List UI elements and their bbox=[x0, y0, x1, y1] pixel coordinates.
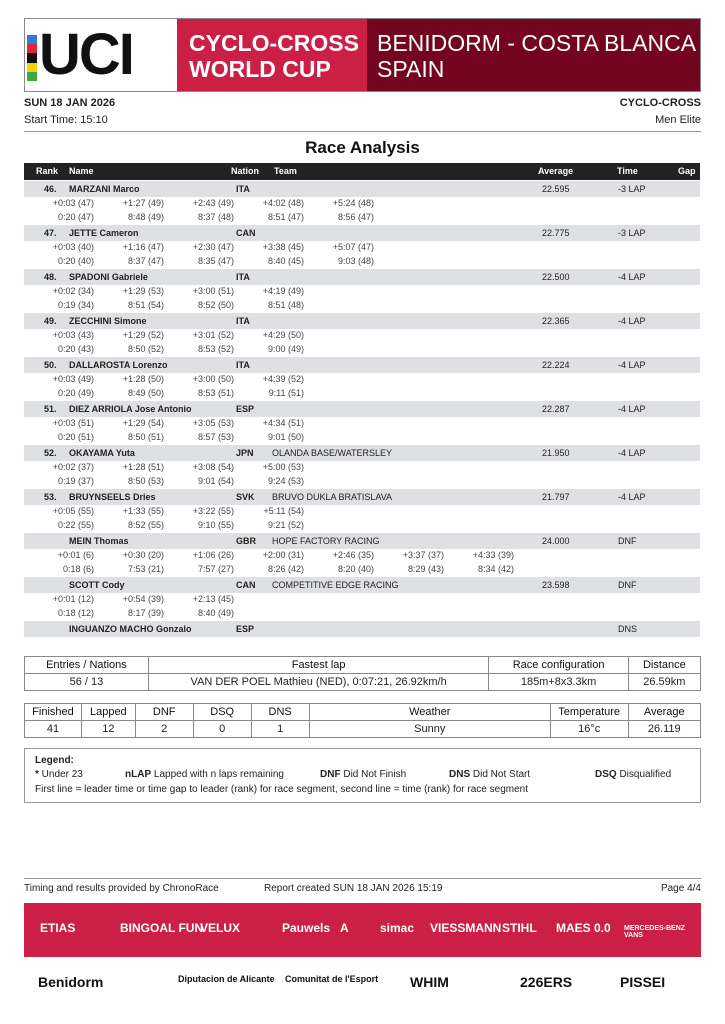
rider-team: HOPE FACTORY RACING bbox=[272, 536, 380, 546]
rider-rank: 46. bbox=[44, 184, 57, 194]
meta-row-1 bbox=[24, 97, 701, 109]
rider-time: DNS bbox=[618, 624, 638, 634]
summary1-header-cell: Entries / Nations bbox=[25, 657, 149, 674]
rider-rank: 49. bbox=[44, 316, 57, 326]
col-average: Average bbox=[538, 166, 574, 176]
summary-table-1 bbox=[24, 656, 701, 691]
segment-value: 8:52 (55) bbox=[127, 520, 164, 530]
rider-team: OLANDA BASE/WATERSLEY bbox=[272, 448, 393, 458]
segment-value: 0:20 (47) bbox=[57, 212, 94, 222]
summary1-value-cell: 56 / 13 bbox=[25, 674, 149, 691]
segment-value: +4:02 (48) bbox=[262, 198, 304, 208]
segment-value: +0:01 (6) bbox=[57, 550, 94, 560]
segment-value: +3:22 (55) bbox=[192, 506, 234, 516]
rider-row bbox=[24, 577, 700, 593]
segment-value: +0:03 (47) bbox=[52, 198, 94, 208]
segment-value: +0:02 (37) bbox=[52, 462, 94, 472]
segment-gap-line bbox=[24, 549, 700, 563]
rainbow-stripes-icon bbox=[27, 35, 37, 81]
rider-nation: GBR bbox=[236, 536, 256, 546]
rider-nation: CAN bbox=[236, 228, 256, 238]
segment-value: 9:01 (50) bbox=[267, 432, 304, 442]
segment-value: +4:29 (50) bbox=[262, 330, 304, 340]
col-time: Time bbox=[617, 166, 638, 176]
segment-value: 8:50 (51) bbox=[127, 432, 164, 442]
category: Men Elite bbox=[655, 114, 701, 126]
segment-value: +1:28 (51) bbox=[122, 462, 164, 472]
sponsor-logo: MAES 0.0 bbox=[556, 921, 611, 935]
rider-rank: 48. bbox=[44, 272, 57, 282]
rider-nation: ITA bbox=[236, 272, 250, 282]
segment-time-line bbox=[24, 387, 700, 401]
segment-value: +2:46 (35) bbox=[332, 550, 374, 560]
segment-time-line bbox=[24, 211, 700, 225]
segment-value: 8:17 (39) bbox=[127, 608, 164, 618]
summary1-value-cell: VAN DER POEL Mathieu (NED), 0:07:21, 26.92km/h bbox=[148, 674, 489, 691]
rider-rank: 50. bbox=[44, 360, 57, 370]
rider-time: -3 LAP bbox=[618, 184, 646, 194]
segment-gap-line bbox=[24, 417, 700, 431]
rider-name: INGUANZO MACHO Gonzalo bbox=[69, 624, 192, 634]
segment-gap-line bbox=[24, 285, 700, 299]
segment-value: 7:53 (21) bbox=[127, 564, 164, 574]
sponsor-logo: STIHL bbox=[502, 921, 537, 935]
rider-row bbox=[24, 489, 700, 505]
sponsor-logo: simac bbox=[380, 921, 415, 935]
sponsor-logo: PISSEI bbox=[620, 974, 666, 990]
legend-items bbox=[35, 769, 690, 783]
timing-credit: Timing and results provided by ChronoRace bbox=[24, 883, 219, 894]
table-header bbox=[24, 163, 700, 180]
rider-name: SCOTT Cody bbox=[69, 580, 125, 590]
legend-key: nLAP bbox=[125, 769, 152, 780]
segment-value: 0:19 (34) bbox=[57, 300, 94, 310]
segment-value: +0:01 (12) bbox=[52, 594, 94, 604]
rider-average: 22.287 bbox=[542, 404, 570, 414]
legend-note: First line = leader time or time gap to leader (rank) for race segment, second line = time (rank) for race segment bbox=[35, 784, 528, 795]
sponsor-logo: A bbox=[340, 921, 349, 935]
segment-value: 8:26 (42) bbox=[267, 564, 304, 574]
sponsor-logo: BINGOAL FUN bbox=[120, 921, 204, 935]
sponsor-logo: Comunitat de l'Esport bbox=[285, 974, 379, 984]
summary2-value-cell: 41 bbox=[25, 721, 82, 738]
segment-value: 8:37 (48) bbox=[197, 212, 234, 222]
segment-value: 8:48 (49) bbox=[127, 212, 164, 222]
summary2-value-cell: 2 bbox=[135, 721, 193, 738]
series-line-2: WORLD CUP bbox=[189, 56, 331, 82]
sponsor-logo: WHIM bbox=[410, 974, 449, 990]
rider-time: DNF bbox=[618, 580, 637, 590]
venue-title bbox=[367, 19, 700, 91]
rider-name: SPADONI Gabriele bbox=[69, 272, 148, 282]
rider-row bbox=[24, 621, 700, 637]
segment-value: +2:30 (47) bbox=[192, 242, 234, 252]
legend-item bbox=[35, 769, 83, 780]
legend-text: Under 23 bbox=[38, 769, 83, 780]
footer-divider bbox=[24, 878, 701, 879]
segment-value: 0:22 (55) bbox=[57, 520, 94, 530]
sponsor-logo: VELUX bbox=[200, 921, 241, 935]
segment-value: 8:40 (49) bbox=[197, 608, 234, 618]
segment-value: +1:16 (47) bbox=[122, 242, 164, 252]
segment-value: +2:00 (31) bbox=[262, 550, 304, 560]
segment-value: 8:40 (45) bbox=[267, 256, 304, 266]
segment-gap-line bbox=[24, 241, 700, 255]
rider-nation: ITA bbox=[236, 316, 250, 326]
segment-time-line bbox=[24, 255, 700, 269]
segment-time-line bbox=[24, 299, 700, 313]
summary1-header-cell: Fastest lap bbox=[148, 657, 489, 674]
segment-value: +0:02 (34) bbox=[52, 286, 94, 296]
segment-value: 8:29 (43) bbox=[407, 564, 444, 574]
divider bbox=[24, 131, 701, 132]
segment-value: 9:10 (55) bbox=[197, 520, 234, 530]
legend-text: Did Not Finish bbox=[340, 769, 407, 780]
segment-value: +0:30 (20) bbox=[122, 550, 164, 560]
summary2-value-cell: 1 bbox=[251, 721, 309, 738]
rider-time: -4 LAP bbox=[618, 316, 646, 326]
rider-name: DIEZ ARRIOLA Jose Antonio bbox=[69, 404, 192, 414]
segment-value: +1:29 (54) bbox=[122, 418, 164, 428]
segment-value: 0:20 (40) bbox=[57, 256, 94, 266]
legend-item bbox=[595, 769, 671, 780]
segment-value: +3:01 (52) bbox=[192, 330, 234, 340]
legend-text: Did Not Start bbox=[470, 769, 531, 780]
rider-time: -4 LAP bbox=[618, 404, 646, 414]
sponsor-banner bbox=[24, 903, 701, 957]
series-line-1: CYCLO-CROSS bbox=[189, 30, 359, 56]
legend-text: Disqualified bbox=[616, 769, 672, 780]
rider-time: -4 LAP bbox=[618, 360, 646, 370]
summary2-value-cell: 0 bbox=[193, 721, 251, 738]
summary2-header-cell: Average bbox=[628, 704, 701, 721]
segment-value: 0:18 (12) bbox=[57, 608, 94, 618]
rider-average: 23.598 bbox=[542, 580, 570, 590]
sponsor-logo: ETIAS bbox=[40, 921, 76, 935]
rider-nation: SVK bbox=[236, 492, 255, 502]
segment-value: 8:51 (54) bbox=[127, 300, 164, 310]
segment-value: 8:50 (53) bbox=[127, 476, 164, 486]
rider-nation: JPN bbox=[236, 448, 254, 458]
segment-value: 0:20 (43) bbox=[57, 344, 94, 354]
segment-value: +2:13 (45) bbox=[192, 594, 234, 604]
discipline: CYCLO-CROSS bbox=[619, 97, 701, 109]
summary2-value-cell: Sunny bbox=[309, 721, 550, 738]
segment-value: +2:43 (49) bbox=[192, 198, 234, 208]
legend-item bbox=[320, 769, 406, 780]
segment-value: +5:24 (48) bbox=[332, 198, 374, 208]
segment-value: +1:28 (50) bbox=[122, 374, 164, 384]
segment-value: +0:03 (51) bbox=[52, 418, 94, 428]
col-name: Name bbox=[69, 166, 94, 176]
page-number: Page 4/4 bbox=[660, 883, 701, 894]
summary1-header-cell: Distance bbox=[628, 657, 700, 674]
col-rank: Rank bbox=[36, 166, 59, 176]
segment-gap-line bbox=[24, 197, 700, 211]
segment-gap-line bbox=[24, 329, 700, 343]
segment-value: +3:00 (51) bbox=[192, 286, 234, 296]
segment-gap-line bbox=[24, 461, 700, 475]
segment-time-line bbox=[24, 343, 700, 357]
rider-row bbox=[24, 181, 700, 197]
rider-team: BRUVO DUKLA BRATISLAVA bbox=[272, 492, 393, 502]
rider-row bbox=[24, 357, 700, 373]
venue-line-1: BENIDORM - COSTA BLANCA bbox=[377, 30, 697, 56]
segment-value: 9:03 (48) bbox=[337, 256, 374, 266]
segment-value: 8:51 (48) bbox=[267, 300, 304, 310]
segment-time-line bbox=[24, 563, 700, 577]
segment-value: +3:38 (45) bbox=[262, 242, 304, 252]
rider-average: 22.224 bbox=[542, 360, 570, 370]
summary1-value-cell: 26.59km bbox=[628, 674, 700, 691]
summary2-value-cell: 16°c bbox=[550, 721, 628, 738]
summary2-header-cell: DNS bbox=[251, 704, 309, 721]
summary2-header-cell: Temperature bbox=[550, 704, 628, 721]
uci-wordmark: UCI bbox=[39, 22, 133, 87]
rider-row bbox=[24, 401, 700, 417]
rider-nation: ITA bbox=[236, 184, 250, 194]
col-team: Team bbox=[274, 166, 297, 176]
segment-gap-line bbox=[24, 505, 700, 519]
segment-value: 8:34 (42) bbox=[477, 564, 514, 574]
segment-value: 9:01 (54) bbox=[197, 476, 234, 486]
rider-name: MEIN Thomas bbox=[69, 536, 129, 546]
rider-name: DALLAROSTA Lorenzo bbox=[69, 360, 168, 370]
segment-value: 8:52 (50) bbox=[197, 300, 234, 310]
segment-value: 9:21 (52) bbox=[267, 520, 304, 530]
segment-value: 8:20 (40) bbox=[337, 564, 374, 574]
rider-name: OKAYAMA Yuta bbox=[69, 448, 135, 458]
summary1-header-cell: Race configuration bbox=[489, 657, 628, 674]
rider-name: JETTE Cameron bbox=[69, 228, 139, 238]
footer bbox=[24, 883, 701, 894]
rider-nation: ESP bbox=[236, 404, 255, 414]
segment-value: +1:29 (52) bbox=[122, 330, 164, 340]
segment-value: 0:20 (51) bbox=[57, 432, 94, 442]
segment-value: 0:19 (37) bbox=[57, 476, 94, 486]
rider-row bbox=[24, 445, 700, 461]
sponsor-logo: 226ERS bbox=[520, 974, 573, 990]
summary1-value-cell: 185m+8x3.3km bbox=[489, 674, 628, 691]
segment-time-line bbox=[24, 607, 700, 621]
segment-value: +5:07 (47) bbox=[332, 242, 374, 252]
report-created: Report created SUN 18 JAN 2026 15:19 bbox=[264, 883, 443, 894]
segment-value: +0:03 (40) bbox=[52, 242, 94, 252]
segment-value: 0:18 (6) bbox=[62, 564, 94, 574]
sponsor-logo: VIESSMANN bbox=[430, 921, 502, 935]
rider-row bbox=[24, 313, 700, 329]
segment-value: +3:08 (54) bbox=[192, 462, 234, 472]
segment-value: +0:05 (55) bbox=[52, 506, 94, 516]
segment-value: 9:11 (51) bbox=[268, 388, 304, 398]
segment-value: +1:29 (53) bbox=[122, 286, 164, 296]
rider-name: BRUYNSEELS Dries bbox=[69, 492, 156, 502]
series-title bbox=[177, 19, 367, 91]
segment-value: +0:54 (39) bbox=[122, 594, 164, 604]
segment-value: +5:00 (53) bbox=[262, 462, 304, 472]
event-banner bbox=[24, 18, 701, 92]
rider-average: 22.500 bbox=[542, 272, 570, 282]
legend-key: DNS bbox=[449, 769, 471, 780]
segment-value: +4:39 (52) bbox=[262, 374, 304, 384]
segment-value: 0:20 (49) bbox=[57, 388, 94, 398]
legend-key: * bbox=[35, 769, 39, 780]
page-title: Race Analysis bbox=[305, 138, 420, 157]
summary2-header-cell: Finished bbox=[25, 704, 82, 721]
legend-title: Legend: bbox=[35, 755, 74, 766]
rider-team: COMPETITIVE EDGE RACING bbox=[272, 580, 399, 590]
segment-value: +3:05 (53) bbox=[192, 418, 234, 428]
rider-time: DNF bbox=[618, 536, 637, 546]
segment-gap-line bbox=[24, 593, 700, 607]
rider-name: MARZANI Marco bbox=[69, 184, 140, 194]
segment-value: 8:56 (47) bbox=[337, 212, 374, 222]
rider-average: 22.365 bbox=[542, 316, 570, 326]
legend-key: DSQ bbox=[595, 769, 617, 780]
segment-value: +1:27 (49) bbox=[122, 198, 164, 208]
rider-average: 22.595 bbox=[542, 184, 570, 194]
rider-nation: ITA bbox=[236, 360, 250, 370]
meta-row-2 bbox=[24, 114, 701, 126]
sponsor-logo: Benidorm bbox=[38, 974, 104, 990]
start-time: Start Time: 15:10 bbox=[24, 114, 108, 126]
rider-name: ZECCHINI Simone bbox=[69, 316, 147, 326]
legend-item bbox=[125, 769, 284, 780]
segment-value: 8:53 (52) bbox=[197, 344, 234, 354]
segment-value: 8:50 (52) bbox=[127, 344, 164, 354]
rider-row bbox=[24, 533, 700, 549]
segment-value: +3:37 (37) bbox=[402, 550, 444, 560]
rider-nation: CAN bbox=[236, 580, 256, 590]
rider-rank: 47. bbox=[44, 228, 57, 238]
segment-value: +4:19 (49) bbox=[262, 286, 304, 296]
segment-value: 8:37 (47) bbox=[127, 256, 164, 266]
rider-time: -3 LAP bbox=[618, 228, 646, 238]
rider-rank: 52. bbox=[44, 448, 57, 458]
segment-value: 9:00 (49) bbox=[267, 344, 304, 354]
segment-value: +5:11 (54) bbox=[263, 506, 304, 516]
rider-average: 24.000 bbox=[542, 536, 570, 546]
rider-average: 21.950 bbox=[542, 448, 570, 458]
segment-value: 9:24 (53) bbox=[267, 476, 304, 486]
summary2-header-cell: Weather bbox=[309, 704, 550, 721]
sponsor-logo: Diputacion de Alicante bbox=[178, 974, 275, 984]
legend-key: DNF bbox=[320, 769, 341, 780]
rider-time: -4 LAP bbox=[618, 272, 646, 282]
race-date: SUN 18 JAN 2026 bbox=[24, 97, 116, 109]
legend-text: Lapped with n laps remaining bbox=[151, 769, 284, 780]
segment-value: 7:57 (27) bbox=[197, 564, 234, 574]
summary2-value-cell: 26.119 bbox=[628, 721, 701, 738]
rider-row bbox=[24, 225, 700, 241]
venue-line-2: SPAIN bbox=[377, 56, 445, 82]
segment-value: 8:57 (53) bbox=[197, 432, 234, 442]
col-nation: Nation bbox=[231, 166, 259, 176]
summary2-header-cell: Lapped bbox=[81, 704, 135, 721]
segment-time-line bbox=[24, 519, 700, 533]
segment-value: +1:06 (26) bbox=[192, 550, 234, 560]
segment-value: +3:00 (50) bbox=[192, 374, 234, 384]
rider-row bbox=[24, 269, 700, 285]
legend-box bbox=[24, 748, 701, 803]
segment-time-line bbox=[24, 431, 700, 445]
segment-value: +0:03 (49) bbox=[52, 374, 94, 384]
segment-value: 8:53 (51) bbox=[197, 388, 234, 398]
sponsor-logo: MERCEDES-BENZ VANS bbox=[624, 925, 686, 939]
uci-logo bbox=[25, 19, 177, 91]
summary2-header-cell: DNF bbox=[135, 704, 193, 721]
summary-table-2 bbox=[24, 703, 701, 738]
segment-value: +0:03 (43) bbox=[52, 330, 94, 340]
segment-value: +1:33 (55) bbox=[122, 506, 164, 516]
rider-time: -4 LAP bbox=[618, 492, 646, 502]
rider-average: 21.797 bbox=[542, 492, 570, 502]
segment-time-line bbox=[24, 475, 700, 489]
sponsor-logo: Pauwels bbox=[282, 921, 331, 935]
segment-value: +4:34 (51) bbox=[262, 418, 304, 428]
summary2-value-cell: 12 bbox=[81, 721, 135, 738]
legend-item bbox=[449, 769, 530, 780]
rider-time: -4 LAP bbox=[618, 448, 646, 458]
summary2-header-cell: DSQ bbox=[193, 704, 251, 721]
segment-value: 8:51 (47) bbox=[267, 212, 304, 222]
rider-average: 22.775 bbox=[542, 228, 570, 238]
rider-nation: ESP bbox=[236, 624, 255, 634]
rider-rank: 51. bbox=[44, 404, 57, 414]
rider-rank: 53. bbox=[44, 492, 57, 502]
col-gap: Gap bbox=[678, 166, 696, 176]
segment-value: +4:33 (39) bbox=[472, 550, 514, 560]
segment-value: 8:35 (47) bbox=[197, 256, 234, 266]
segment-value: 8:49 (50) bbox=[127, 388, 164, 398]
segment-gap-line bbox=[24, 373, 700, 387]
